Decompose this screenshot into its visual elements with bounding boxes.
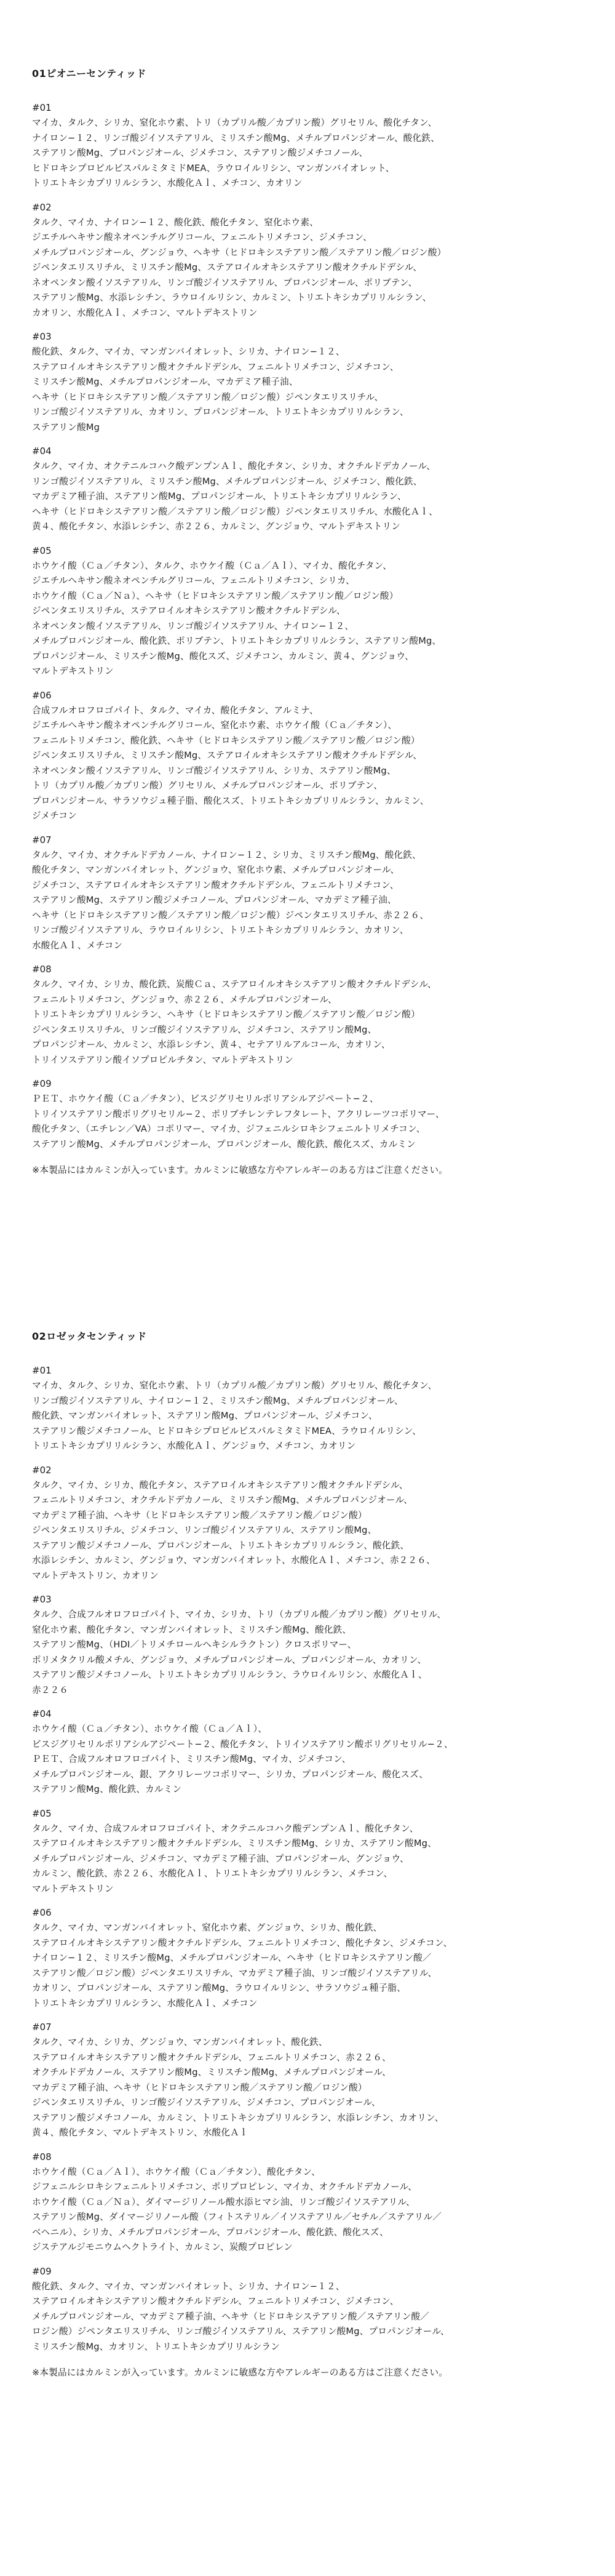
carmine-allergy-note: ※本製品にはカルミンが入っています。カルミンに敏感な方やアレルギーのある方はご注意ください。 (32, 2367, 448, 2378)
shade-number: #02 (32, 201, 52, 213)
product-section-peony (32, 66, 585, 1178)
shade-number: #04 (32, 1708, 52, 1719)
ingredient-list: 合成フルオロフロゴパイト、タルク、マイカ、酸化チタン、アルミナ、 ジエチルヘキサン酸ネオペンチルグリコール、窒化ホウ素、ホウケイ酸（Ｃａ／チタン）、 フェニルトリメチコン、酸化鉄、ヘキサ（ヒドロキシステアリン酸／ステアリン酸／ロジン酸） ジペンタエリスリチル、ミリスチン酸Mg、ステアロイルオキシステアリン酸オクチルドデシル、 ネオペンタン酸イソステアリル、リンゴ酸ジイソステアリル、シリカ、ステアリン酸Mg、 トリ（カプリル酸／カプリン酸）グリセリル、メチルプロパンジオール、ポリブテン、 プロパンジオール、サラソウジュ種子脂、酸化スズ、トリエトキシカプリリルシラン、カルミン、 ジメチコン (32, 705, 429, 821)
shade-entry-06 (32, 1906, 585, 2011)
shade-entry-03 (32, 1593, 585, 1698)
ingredient-list: タルク、マイカ、マンガンバイオレット、窒化ホウ素、グンジョウ、シリカ、酸化鉄、 ステアロイルオキシステアリン酸オクチルドデシル、フェニルトリメチコン、酸化チタン、ジメチコン、 ナイロン−１２、ミリスチン酸Mg、メチルプロパンジオール、ヘキサ（ヒドロキシステアリン酸／ ステアリン酸／ロジン酸）ジペンタエリスリチル、マカデミア種子油、リンゴ酸ジイソステアリル、 カオリン、プロパンジオール、ステアリン酸Mg、ラウロイルリシン、サラソウジュ種子脂、 トリエトキシカプリリルシラン、水酸化Ａｌ、メチコン (32, 1922, 453, 2009)
shade-number: #07 (32, 2022, 52, 2033)
shade-number: #08 (32, 2151, 52, 2162)
ingredient-list: タルク、マイカ、オクチルドデカノール、ナイロン−１２、シリカ、ミリスチン酸Mg、酸化鉄、 酸化チタン、マンガンバイオレット、グンジョウ、窒化ホウ素、メチルプロパンジオール、 ジメチコン、ステアロイルオキシステアリン酸オクチルドデシル、フェニルトリメチコン、 ステアリン酸Mg、ステアリン酸ジメチコノール、プロパンジオール、マカデミア種子油、 ヘキサ（ヒドロキシステアリン酸／ステアリン酸／ロジン酸）ジペンタエリスリチル、赤２２６、 リンゴ酸ジイソステアリル、ラウロイルリシン、トリエトキシカプリリルシラン、カオリン、 水酸化Ａｌ、メチコン (32, 849, 429, 951)
ingredient-list: 酸化鉄、タルク、マイカ、マンガンバイオレット、シリカ、ナイロン−１２、 ステアロイルオキシステアリン酸オクチルドデシル、フェニルトリメチコン、ジメチコン、 ミリスチン酸Mg、メチルプロパンジオール、マカデミア種子油、 ヘキサ（ヒドロキシステアリン酸／ステアリン酸／ロジン酸）ジペンタエリスリチル、 リンゴ酸ジイソステアリル、カオリン、プロパンジオール、トリエトキシカプリリルシラン、 ステアリン酸Mg (32, 346, 409, 433)
shade-number: #01 (32, 102, 52, 113)
shade-entry-02 (32, 1463, 585, 1584)
ingredient-list: タルク、マイカ、シリカ、グンジョウ、マンガンバイオレット、酸化鉄、 ステアロイルオキシステアリン酸オクチルドデシル、フェニルトリメチコン、赤２２６、 オクチルドデカノール、ステアリン酸Mg、ミリスチン酸Mg、メチルプロパンジオール、 マカデミア種子油、ヘキサ（ヒドロキシステアリン酸／ステアリン酸／ロジン酸） ジペンタエリスリチル、リンゴ酸ジイソステアリル、ジメチコン、プロパンジオール、 ステアリン酸ジメチコノール、カルミン、トリエトキシカプリリルシラン、水添レシチン、カオリン、 黄４、酸化チタン、マルトデキストリン、水酸化Ａｌ (32, 2037, 444, 2138)
shade-number: #09 (32, 1078, 52, 1089)
ingredient-list: 酸化鉄、タルク、マイカ、マンガンバイオレット、シリカ、ナイロン−１２、 ステアロイルオキシステアリン酸オクチルドデシル、フェニルトリメチコン、ジメチコン、 メチルプロパンジオール、マカデミア種子油、ヘキサ（ヒドロキシステアリン酸／ステアリン酸／ ロジン酸）ジペンタエリスリチル、リンゴ酸ジイソステアリル、ステアリン酸Mg、プロパンジオール、 ミリスチン酸Mg、カオリン、トリエトキシカプリリルシラン (32, 2281, 450, 2352)
shade-number: #08 (32, 964, 52, 975)
ingredient-list: ＰＥＴ、ホウケイ酸（Ｃａ／チタン）、ビスジグリセリルポリアシルアジペート−２、 トリイソステアリン酸ポリグリセリル−２、ポリブチレンテレフタレート、アクリレーツコポリマー、 酸化チタン、（エチレン／VA）コポリマー、マイカ、ジフェニルシロキシフェニルトリメチコン、 ステアリン酸Mg、メチルプロパンジオール、プロパンジオール、酸化鉄、酸化スズ、カルミン (32, 1094, 445, 1150)
shade-entry-08 (32, 962, 585, 1068)
shade-number: #02 (32, 1464, 52, 1476)
product-title: 02ロゼッタセンティッド (32, 1330, 147, 1342)
shade-entry-08 (32, 2150, 585, 2255)
ingredient-list: タルク、マイカ、合成フルオロフロゴパイト、オクテニルコハク酸デンプンＡｌ、酸化チタン、 ステアロイルオキシステアリン酸オクチルドデシル、ミリスチン酸Mg、シリカ、ステアリン酸Mg、 メチルプロパンジオール、ジメチコン、マカデミア種子油、プロパンジオール、グンジョウ、 カルミン、酸化鉄、赤２２６、水酸化Ａｌ、トリエトキシカプリリルシラン、メチコン、 マルトデキストリン (32, 1823, 437, 1894)
shade-number: #05 (32, 1807, 52, 1819)
shade-entry-04 (32, 1707, 585, 1798)
ingredient-list: ホウケイ酸（Ｃａ／チタン）、ホウケイ酸（Ｃａ／Ａｌ）、 ビスジグリセリルポリアシルアジペート−２、酸化チタン、トリイソステアリン酸ポリグリセリル−２、 ＰＥＴ、合成フルオロフロゴパイト、ミリスチン酸Mg、マイカ、ジメチコン、 メチルプロパンジオール、銀、アクリレーツコポリマー、シリカ、プロパンジオール、酸化スズ、 ステアリン酸Mg、酸化鉄、カルミン (32, 1724, 453, 1794)
shade-entry-02 (32, 201, 585, 321)
ingredient-list: ホウケイ酸（Ｃａ／チタン）、タルク、ホウケイ酸（Ｃａ／Ａｌ）、マイカ、酸化チタン、 ジエチルヘキサン酸ネオペンチルグリコール、フェニルトリメチコン、シリカ、 ホウケイ酸（Ｃａ／Ｎａ）、ヘキサ（ヒドロキシステアリン酸／ステアリン酸／ロジン酸） ジペンタエリスリチル、ステアロイルオキシステアリン酸オクチルドデシル、 ネオペンタン酸イソステアリル、リンゴ酸ジイソステアリル、ナイロン−１２、 メチルプロパンジオール、酸化鉄、ポリブテン、トリエトキシカプリリルシラン、ステアリン酸Mg、 プロパンジオール、ミリスチン酸Mg、酸化スズ、ジメチコン、カルミン、黄４、グンジョウ、 マルトデキストリン (32, 560, 442, 676)
shade-number: #07 (32, 834, 52, 846)
shade-entry-01 (32, 1364, 585, 1454)
shade-entry-09 (32, 2265, 585, 2355)
shade-entry-05 (32, 1807, 585, 1897)
shade-entry-07 (32, 833, 585, 954)
shade-number: #06 (32, 1907, 52, 1918)
shade-number: #09 (32, 2265, 52, 2277)
shade-entry-04 (32, 444, 585, 535)
shade-number: #03 (32, 331, 52, 342)
ingredient-list: タルク、マイカ、シリカ、酸化鉄、炭酸Ｃａ、ステアロイルオキシステアリン酸オクチルドデシル、 フェニルトリメチコン、グンジョウ、赤２２６、メチルプロパンジオール、 トリエトキシカプリリルシラン、ヘキサ（ヒドロキシステアリン酸／ステアリン酸／ロジン酸） ジペンタエリスリチル、リンゴ酸ジイソステアリル、ジメチコン、ステアリン酸Mg、 プロパンジオール、カルミン、水添レシチン、黄４、セテアリルアルコール、カオリン、 トリイソステアリン酸イソプロピルチタン、マルトデキストリン (32, 979, 437, 1065)
shade-entry-05 (32, 544, 585, 679)
ingredient-list: タルク、合成フルオロフロゴパイト、マイカ、シリカ、トリ（カプリル酸／カプリン酸）グリセリル、 窒化ホウ素、酸化チタン、マンガンバイオレット、ミリスチン酸Mg、酸化鉄、 ステアリン酸Mg、（HDI／トリメチロールヘキシルラクトン）クロスポリマー、 ポリメタクリル酸メチル、グンジョウ、メチルプロパンジオール、プロパンジオール、カオリン、 ステアリン酸ジメチコノール、トリエトキシカプリリルシラン、ラウロイルリシン、水酸化Ａｌ、 赤２２６ (32, 1609, 446, 1695)
shade-entry-01 (32, 101, 585, 191)
ingredient-list: マイカ、タルク、シリカ、窒化ホウ素、トリ（カプリル酸／カプリン酸）グリセリル、酸化チタン、 ナイロン−１２、リンゴ酸ジイソステアリル、ミリスチン酸Mg、メチルプロパンジオール、酸化鉄、 ステアリン酸Mg、プロパンジオール、ジメチコン、ステアリン酸ジメチコノール、 ヒドロキシプロピルビスパルミタミドMEA、ラウロイルリシン、マンガンバイオレット、 トリエトキシカプリリルシラン、水酸化Ａｌ、メチコン、カオリン (32, 118, 440, 188)
shade-entry-06 (32, 689, 585, 824)
shade-entry-03 (32, 330, 585, 435)
ingredient-list: タルク、マイカ、ナイロン−１２、酸化鉄、酸化チタン、窒化ホウ素、 ジエチルヘキサン酸ネオペンチルグリコール、フェニルトリメチコン、ジメチコン、 メチルプロパンジオール、グンジョウ、ヘキサ（ヒドロキシステアリン酸／ステアリン酸／ロジン酸） ジペンタエリスリチル、ミリスチン酸Mg、ステアロイルオキシステアリン酸オクチルドデシル、 ネオペンタン酸イソステアリル、リンゴ酸ジイソステアリル、プロパンジオール、ポリブテン、 ステアリン酸Mg、水添レシチン、ラウロイルリシン、カルミン、トリエトキシカプリリルシラン、 カオリン、水酸化Ａｌ、メチコン、マルトデキストリン (32, 217, 446, 318)
ingredient-list: マイカ、タルク、シリカ、窒化ホウ素、トリ（カプリル酸／カプリン酸）グリセリル、酸化チタン、 リンゴ酸ジイソステアリル、ナイロン−１２、ミリスチン酸Mg、メチルプロパンジオール、 酸化鉄、マンガンバイオレット、ステアリン酸Mg、プロパンジオール、ジメチコン、 ステアリン酸ジメチコノール、ヒドロキシプロピルビスパルミタミドMEA、ラウロイルリシン、 トリエトキシカプリリルシラン、水酸化Ａｌ、グンジョウ、メチコン、カオリン (32, 1380, 437, 1451)
shade-entry-07 (32, 2020, 585, 2141)
shade-number: #04 (32, 446, 52, 457)
product-title: 01ピオニーセンティッド (32, 68, 147, 79)
shade-number: #06 (32, 689, 52, 701)
shade-number: #01 (32, 1365, 52, 1376)
ingredient-list: ホウケイ酸（Ｃａ／Ａｌ）、ホウケイ酸（Ｃａ／チタン）、酸化チタン、 ジフェニルシロキシフェニルトリメチコン、ポリプロピレン、マイカ、オクチルドデカノール、 ホウケイ酸（Ｃａ／Ｎａ）、ダイマージリノール酸水添ヒマシ油、リンゴ酸ジイソステアリル、 ステアリン酸Mg、ダイマージリノール酸（フィトステリル／イソステアリル／セチル／ステアリル／ ベヘニル）、シリカ、メチルプロパンジオール、プロパンジオール、酸化鉄、酸化スズ、 ジステアルジモニウムヘクトライト、カルミン、炭酸プロピレン (32, 2166, 442, 2252)
shade-number: #03 (32, 1594, 52, 1605)
ingredient-list: タルク、マイカ、シリカ、酸化チタン、ステアロイルオキシステアリン酸オクチルドデシル、 フェニルトリメチコン、オクチルドデカノール、ミリスチン酸Mg、メチルプロパンジオール、 マカデミア種子油、ヘキサ（ヒドロキシステアリン酸／ステアリン酸／ロジン酸） ジペンタエリスリチル、ジメチコン、リンゴ酸ジイソステアリル、ステアリン酸Mg、 ステアリン酸ジメチコノール、プロパンジオール、トリエトキシカプリリルシラン、酸化鉄、 水添レシチン、カルミン、グンジョウ、マンガンバイオレット、水酸化Ａｌ、メチコン、赤２２６、 マルトデキストリン、カオリン (32, 1479, 435, 1581)
shade-entry-09 (32, 1077, 585, 1152)
carmine-allergy-note: ※本製品にはカルミンが入っています。カルミンに敏感な方やアレルギーのある方はご注意ください。 (32, 1165, 448, 1175)
product-section-rosetta (32, 1329, 585, 2380)
shade-number: #05 (32, 545, 52, 556)
ingredient-list: タルク、マイカ、オクテニルコハク酸デンプンＡｌ、酸化チタン、シリカ、オクチルドデカノール、 リンゴ酸ジイソステアリル、ミリスチン酸Mg、メチルプロパンジオール、ジメチコン、酸化鉄、 マカデミア種子油、ステアリン酸Mg、プロパンジオール、トリエトキシカプリリルシラン、 ヘキサ（ヒドロキシステアリン酸／ステアリン酸／ロジン酸）ジペンタエリスリチル、水酸化Ａｌ、 黄４、酸化チタン、水添レシチン、赤２２６、カルミン、グンジョウ、マルトデキストリン (32, 461, 438, 532)
